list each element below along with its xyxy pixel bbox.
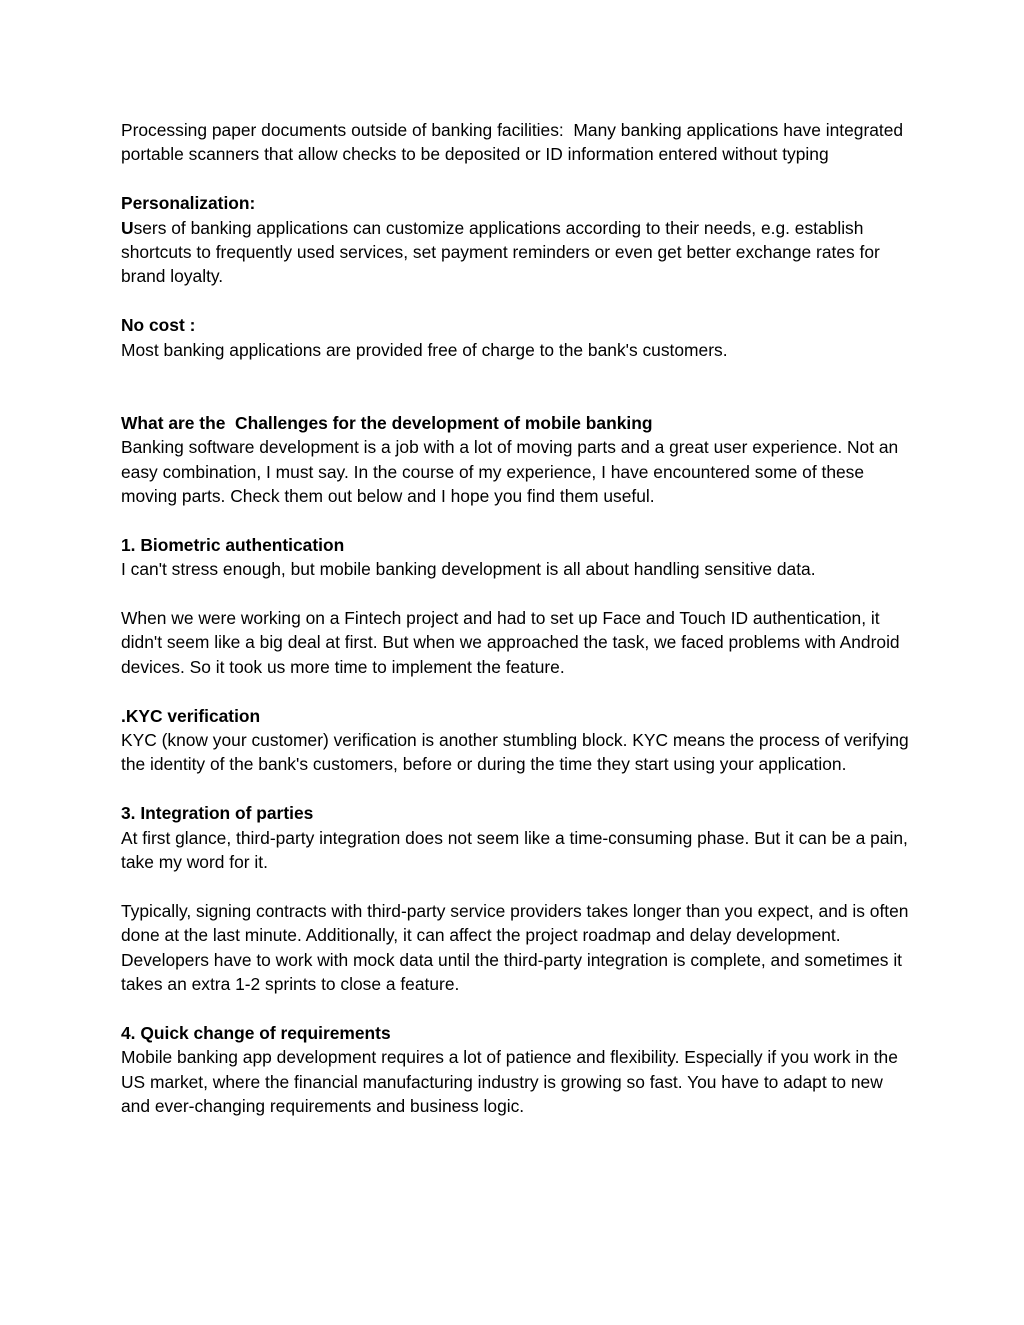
heading-biometric: 1. Biometric authentication: [121, 534, 345, 555]
spacer: [121, 508, 911, 532]
spacer: [121, 679, 911, 703]
spacer: [121, 362, 911, 411]
paragraph-biometric-1: I can't stress enough, but mobile banking development is all about handling sensitive data.: [121, 559, 816, 580]
paragraph-personalization-text: sers of banking applications can customize applications according to their needs, e.g. establish shortcuts to frequently used services, set payment reminders or even get better exchange rates for brand loyalty.: [121, 217, 885, 287]
document-page: [121, 118, 914, 1119]
spacer: [121, 874, 911, 898]
paragraph-integration-1: At first glance, third-party integration does not seem like a time-consuming phase. But it can be a pain, take my word for it.: [121, 827, 913, 873]
paragraph-paper-documents: Processing paper documents outside of banking facilities: Many banking applications have integrated portable scanners that allow checks to be deposited or ID information entered without typing: [121, 120, 908, 165]
heading-no-cost: No cost :: [121, 315, 196, 336]
paragraph-challenges: Banking software development is a job with a lot of moving parts and a great user experience. Not an easy combination, I must say. In the course of my experience, I have encountered some of these moving parts. Check them out below and I hope you find them useful.: [121, 437, 904, 507]
heading-integration: 3. Integration of parties: [121, 803, 314, 824]
spacer: [121, 167, 911, 191]
heading-kyc: .KYC verification: [121, 705, 261, 726]
spacer: [121, 777, 911, 801]
drop-letter: U: [121, 217, 134, 238]
paragraph-requirements: Mobile banking app development requires a lot of patience and flexibility. Especially if you work in the US market, where the financial manufacturing industry is growing so fast. You have to adapt to new and ever-changing requirements and business logic.: [121, 1047, 903, 1117]
spacer: [121, 289, 911, 313]
heading-challenges: What are the Challenges for the development of mobile banking: [121, 412, 653, 433]
paragraph-kyc: KYC (know your customer) verification is another stumbling block. KYC means the process of verifying the identity of the bank's customers, before or during the time they start using your application.: [121, 730, 914, 775]
spacer: [121, 997, 911, 1021]
heading-personalization: Personalization:: [121, 193, 256, 214]
spacer: [121, 582, 911, 606]
paragraph-biometric-2: When we were working on a Fintech project and had to set up Face and Touch ID authentication, it didn't seem like a big deal at first. But when we approached the task, we faced problems with Android devices. So it took us more time to implement the feature.: [121, 608, 905, 677]
paragraph-no-cost: Most banking applications are provided free of charge to the bank's customers.: [121, 339, 728, 360]
heading-requirements: 4. Quick change of requirements: [121, 1022, 391, 1043]
paragraph-personalization: [121, 216, 911, 289]
paragraph-integration-2: Typically, signing contracts with third-party service providers takes longer than you expect, and is often done at the last minute. Additionally, it can affect the project roadmap and delay development. Developers have to work with mock data until the third-party integration is complete, and sometimes it takes an extra 1-2 sprints to close a feature.: [121, 900, 914, 995]
